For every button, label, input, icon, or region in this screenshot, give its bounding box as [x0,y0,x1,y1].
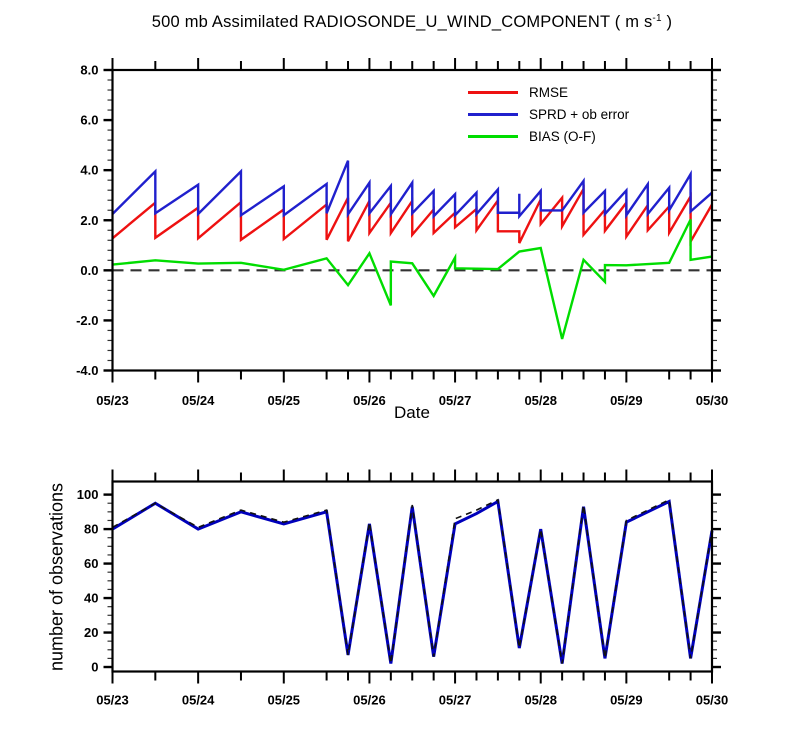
x-tick-label: 05/29 [610,393,643,408]
y-axis-title-observations: number of observations [46,482,67,672]
title-suffix: ) [661,13,673,31]
y-tick-label: 20 [84,625,99,641]
legend-label: SPRD + ob error [529,106,630,122]
x-tick-label: 05/27 [438,692,472,708]
y-tick-label: 80 [84,521,99,537]
observations-total-line [113,500,713,664]
upper-panel [76,58,728,408]
x-tick-label: 05/25 [267,692,301,708]
y-tick-label: 2.0 [80,212,99,228]
y-tick-label: 4.0 [80,162,99,178]
x-tick-label: 05/26 [353,393,386,408]
legend-item-rmse [468,81,629,103]
lower-panel [77,470,728,708]
x-tick-label: 05/29 [610,692,643,708]
y-tick-label: -4.0 [76,363,99,378]
y-tick-label: -2.0 [76,312,99,328]
x-axis-title: Date [394,403,430,422]
legend-line-swatch [468,91,518,94]
x-tick-label: 05/26 [353,692,386,708]
x-tick-label: 05/30 [695,393,729,408]
y-tick-label: 100 [76,487,99,503]
legend-line-swatch [468,113,518,116]
legend-line-swatch [468,135,518,138]
y-tick-label: 0 [91,659,99,675]
title-superscript: -1 [652,13,662,24]
bias-o-f-line [113,220,713,339]
y-tick-label: 40 [84,590,99,606]
legend-item-bias-o-f [468,125,629,147]
legend-label: BIAS (O-F) [529,128,596,144]
x-tick-label: 05/23 [96,393,129,408]
x-tick-label: 05/27 [438,393,472,408]
x-tick-label: 05/28 [524,393,557,408]
y-tick-label: 60 [84,556,99,572]
y-tick-label: 8.0 [80,62,99,78]
x-tick-label: 05/25 [267,393,301,408]
y-tick-label: 0.0 [80,262,99,278]
legend-label: RMSE [529,84,569,100]
x-tick-label: 05/30 [695,692,729,708]
legend [468,81,629,147]
title-text: 500 mb Assimilated RADIOSONDE_U_WIND_COMPONENT ( m s [151,13,653,31]
x-tick-label: 05/23 [96,692,129,708]
legend-item-sprd-ob-error [468,103,629,125]
y-tick-label: 6.0 [80,112,99,128]
x-tick-label: 05/24 [181,393,215,408]
x-tick-label: 05/28 [524,692,557,708]
x-tick-label: 05/24 [181,692,215,708]
